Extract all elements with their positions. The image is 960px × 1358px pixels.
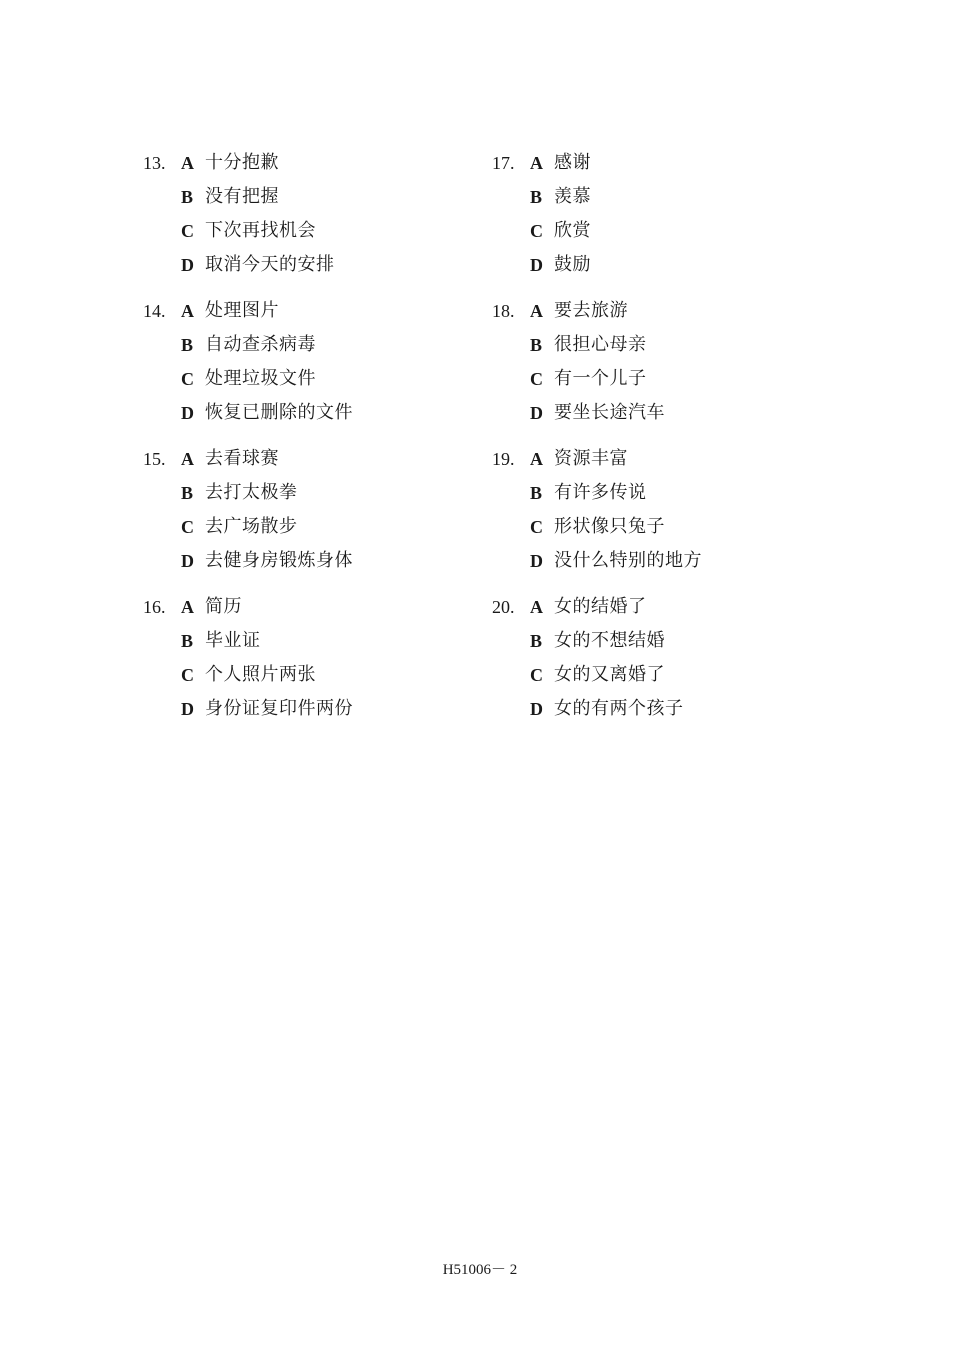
option-letter: A: [530, 449, 543, 469]
question-17: [492, 146, 822, 282]
option-c[interactable]: [492, 510, 822, 544]
question-14: [143, 294, 473, 430]
option-letter: C: [181, 221, 194, 241]
option-a[interactable]: [492, 590, 822, 624]
option-d[interactable]: [143, 248, 473, 282]
option-text: 去打太极拳: [205, 482, 298, 503]
question-20: [492, 590, 822, 726]
option-letter: B: [181, 335, 194, 355]
option-letter: D: [530, 255, 543, 275]
question-number: 15.: [143, 449, 166, 469]
option-b[interactable]: [492, 180, 822, 214]
option-a[interactable]: [143, 294, 473, 328]
question-19: [492, 442, 822, 578]
option-d[interactable]: [492, 544, 822, 578]
option-text: 个人照片两张: [205, 664, 316, 685]
option-d[interactable]: [143, 692, 473, 726]
option-letter: B: [181, 187, 194, 207]
question-number: 20.: [492, 597, 515, 617]
question-number: 17.: [492, 153, 515, 173]
option-text: 恢复已删除的文件: [205, 402, 353, 423]
option-letter: C: [530, 665, 543, 685]
option-text: 感谢: [554, 152, 591, 173]
option-b[interactable]: [492, 624, 822, 658]
question-15: [143, 442, 473, 578]
option-c[interactable]: [492, 362, 822, 396]
option-text: 鼓励: [554, 254, 591, 275]
option-c[interactable]: [143, 658, 473, 692]
option-a[interactable]: [143, 590, 473, 624]
option-letter: C: [530, 517, 543, 537]
option-a[interactable]: [492, 146, 822, 180]
option-c[interactable]: [492, 658, 822, 692]
option-letter: D: [181, 699, 194, 719]
option-text: 羡慕: [554, 186, 591, 207]
option-letter: D: [181, 255, 194, 275]
option-letter: C: [181, 517, 194, 537]
option-c[interactable]: [143, 214, 473, 248]
option-letter: B: [530, 187, 543, 207]
option-text: 欣赏: [554, 220, 591, 241]
option-letter: C: [530, 369, 543, 389]
page-footer: H51006－ 2: [442, 1262, 518, 1278]
question-number: 19.: [492, 449, 515, 469]
left-question-column: [143, 146, 473, 738]
option-text: 身份证复印件两份: [205, 698, 353, 719]
option-b[interactable]: [492, 328, 822, 362]
option-letter: A: [530, 153, 543, 173]
option-letter: D: [530, 403, 543, 423]
option-letter: A: [181, 153, 194, 173]
option-d[interactable]: [143, 396, 473, 430]
option-a[interactable]: [143, 442, 473, 476]
option-text: 女的有两个孩子: [554, 698, 684, 719]
option-b[interactable]: [143, 180, 473, 214]
option-letter: A: [181, 449, 194, 469]
option-letter: B: [530, 335, 543, 355]
option-letter: A: [181, 597, 194, 617]
option-d[interactable]: [492, 396, 822, 430]
option-text: 有许多传说: [554, 482, 647, 503]
option-text: 女的不想结婚: [554, 630, 665, 651]
option-text: 资源丰富: [554, 448, 628, 469]
option-text: 去健身房锻炼身体: [205, 550, 353, 571]
option-text: 处理图片: [205, 300, 279, 321]
option-letter: D: [181, 403, 194, 423]
option-text: 没什么特别的地方: [554, 550, 702, 571]
option-b[interactable]: [143, 476, 473, 510]
option-letter: B: [530, 631, 543, 651]
option-text: 处理垃圾文件: [205, 368, 316, 389]
option-c[interactable]: [492, 214, 822, 248]
option-a[interactable]: [492, 442, 822, 476]
option-text: 形状像只兔子: [554, 516, 665, 537]
option-text: 没有把握: [205, 186, 279, 207]
option-letter: B: [181, 483, 194, 503]
option-text: 十分抱歉: [205, 152, 279, 173]
option-text: 要坐长途汽车: [554, 402, 665, 423]
option-text: 女的结婚了: [554, 596, 647, 617]
question-number: 14.: [143, 301, 166, 321]
question-number: 13.: [143, 153, 166, 173]
option-letter: A: [530, 301, 543, 321]
option-a[interactable]: [492, 294, 822, 328]
option-d[interactable]: [492, 692, 822, 726]
option-b[interactable]: [492, 476, 822, 510]
option-d[interactable]: [143, 544, 473, 578]
option-b[interactable]: [143, 328, 473, 362]
option-letter: B: [530, 483, 543, 503]
option-text: 自动查杀病毒: [205, 334, 316, 355]
option-letter: C: [181, 665, 194, 685]
option-b[interactable]: [143, 624, 473, 658]
question-16: [143, 590, 473, 726]
option-text: 要去旅游: [554, 300, 628, 321]
option-text: 简历: [205, 596, 242, 617]
option-d[interactable]: [492, 248, 822, 282]
option-letter: B: [181, 631, 194, 651]
option-c[interactable]: [143, 362, 473, 396]
option-text: 下次再找机会: [205, 220, 316, 241]
option-letter: C: [181, 369, 194, 389]
option-letter: D: [181, 551, 194, 571]
option-letter: D: [530, 551, 543, 571]
question-13: [143, 146, 473, 282]
option-a[interactable]: [143, 146, 473, 180]
question-number: 16.: [143, 597, 166, 617]
right-question-column: [492, 146, 822, 738]
option-text: 取消今天的安排: [205, 254, 335, 275]
option-letter: C: [530, 221, 543, 241]
option-c[interactable]: [143, 510, 473, 544]
option-text: 很担心母亲: [554, 334, 647, 355]
question-number: 18.: [492, 301, 515, 321]
option-letter: D: [530, 699, 543, 719]
option-text: 毕业证: [205, 630, 261, 651]
option-text: 女的又离婚了: [554, 664, 665, 685]
option-text: 去广场散步: [205, 516, 298, 537]
option-letter: A: [181, 301, 194, 321]
option-text: 有一个儿子: [554, 368, 647, 389]
option-text: 去看球赛: [205, 448, 279, 469]
question-18: [492, 294, 822, 430]
option-letter: A: [530, 597, 543, 617]
